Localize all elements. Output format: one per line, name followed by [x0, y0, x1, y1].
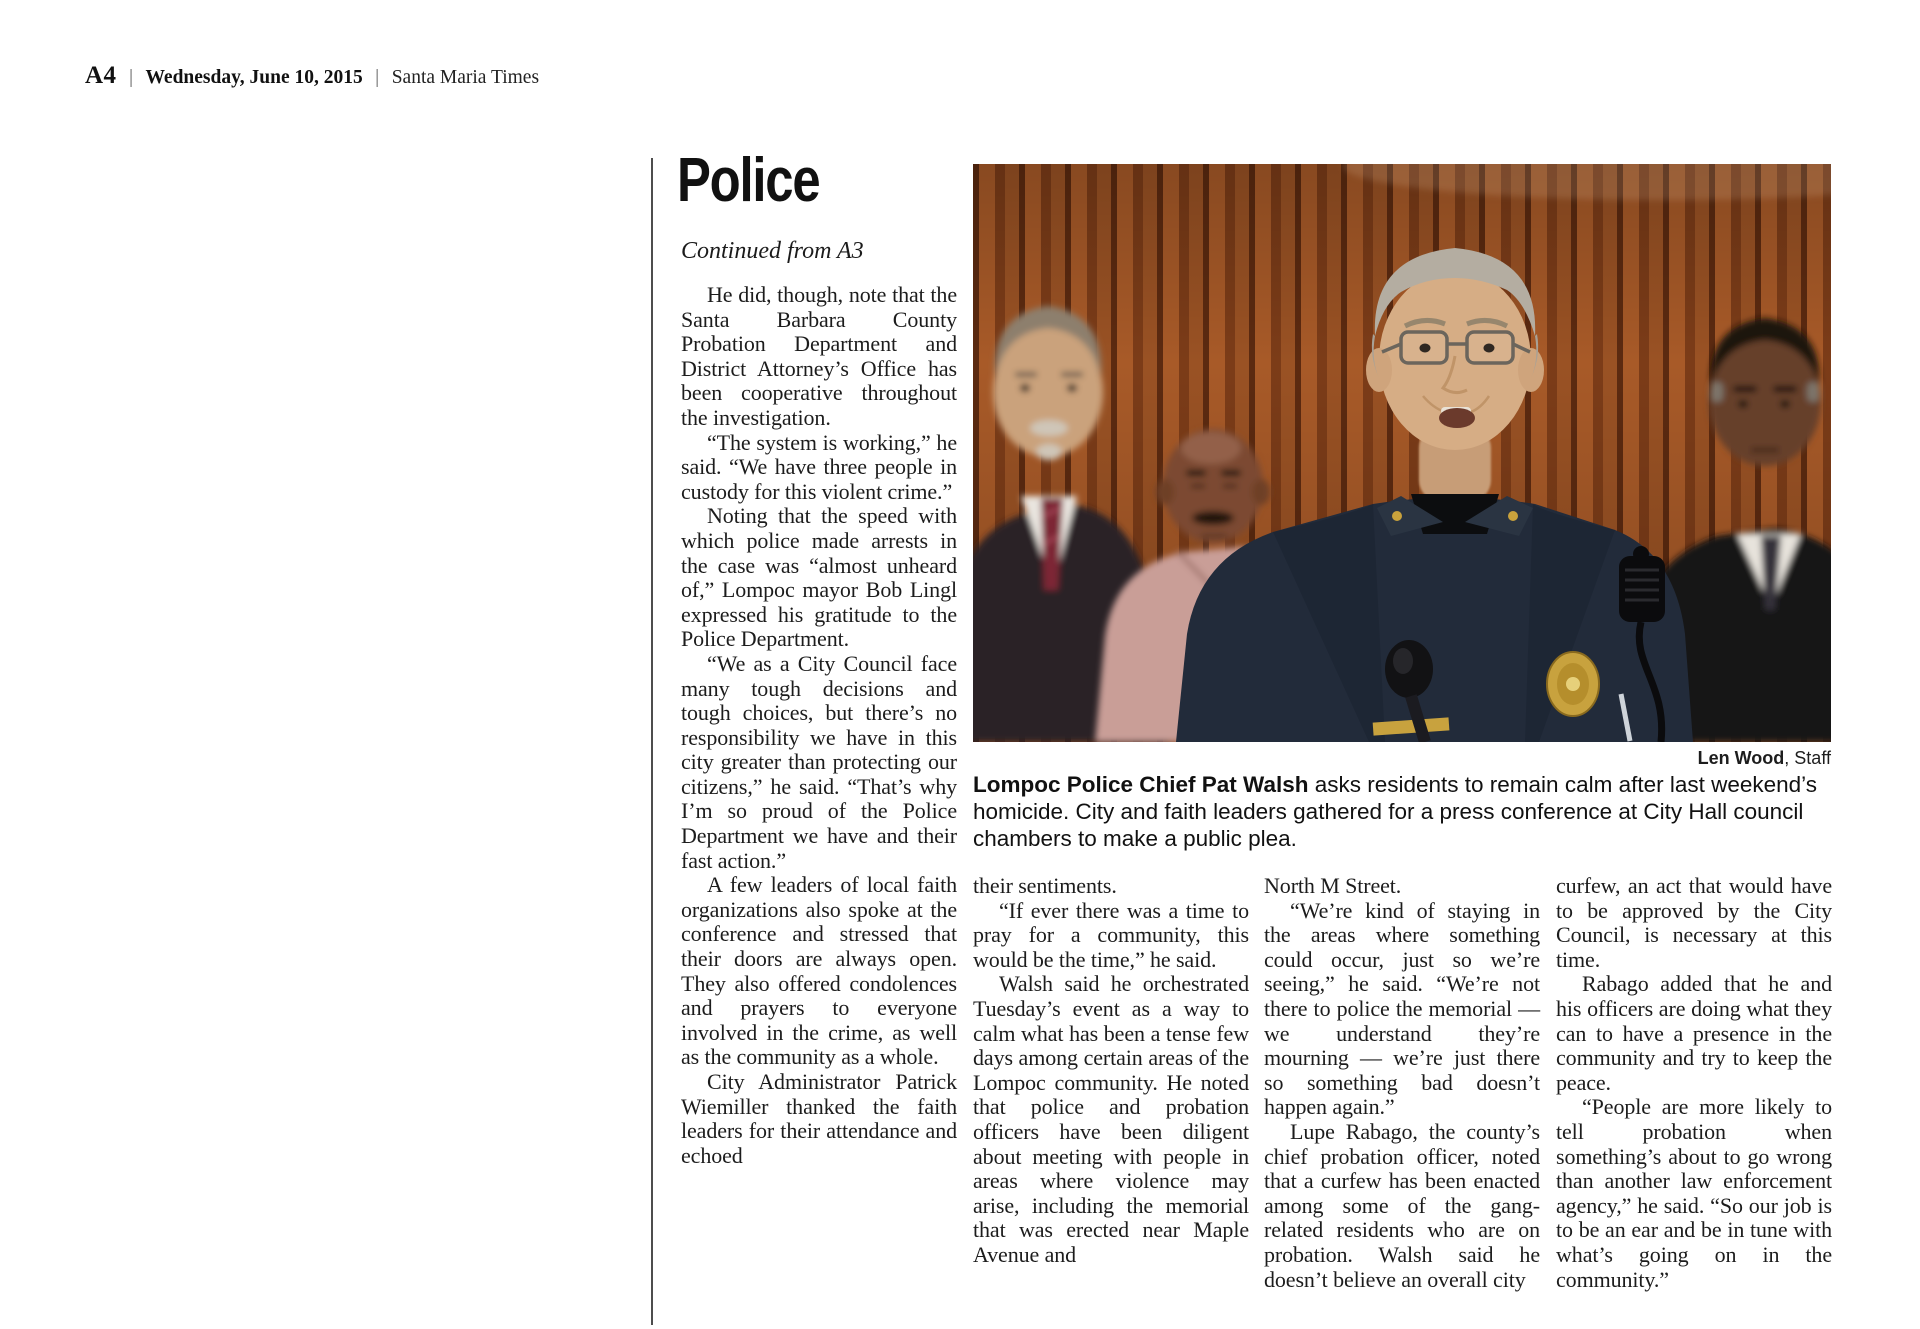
paragraph: A few leaders of local faith organizations also spoke at the conference and stressed that their doors are always open. They also offered condolences and prayers to everyone involved in the crime, as well as the community as a whole. [681, 872, 957, 1070]
photo-credit-name: Len Wood [1697, 748, 1785, 768]
paragraph: “We’re kind of staying in the areas where something could occur, just so we’re seeing,” he said. “We’re not there to police the memorial — we understand they’re mourning — we’re just there so something bad doesn’t happen again.” [1264, 897, 1540, 1120]
caption-text: asks residents to remain calm after last weekend’s homicide. City and faith leaders gathered for a press conference at City Hall council chambers to make a public plea. [973, 772, 1818, 851]
article-column-2 [973, 874, 1249, 1268]
paragraph: Walsh said he orchestrated Tuesday’s event as a way to calm what has been a tense few days among certain areas of the Lompoc community. He noted that police and probation officers have been diligent about meeting with people in areas where violence may arise, including the memorial that was erected near Maple Avenue and [973, 971, 1249, 1267]
article-column-4 [1556, 874, 1832, 1292]
press-conference-photo [973, 164, 1831, 742]
photo-credit [973, 748, 1831, 769]
page-header [85, 62, 539, 90]
paragraph: their sentiments. [973, 873, 1117, 898]
header-separator: | [128, 67, 134, 88]
edition-date: Wednesday, June 10, 2015 [145, 67, 363, 88]
article-column-3 [1264, 874, 1540, 1292]
page-number: A4 [85, 62, 117, 89]
police-badge [1547, 652, 1599, 716]
collar-star-pin [1508, 511, 1518, 521]
collar-star-pin [1392, 511, 1402, 521]
photo-caption [973, 771, 1847, 852]
paragraph: City Administrator Patrick Wiemiller thanked the faith leaders for their attendance and echoed [681, 1069, 957, 1168]
paragraph: curfew, an act that would have to be approved by the City Council, is necessary at this time. [1556, 873, 1832, 972]
caption-lead: Lompoc Police Chief Pat Walsh [973, 772, 1309, 797]
paragraph: Rabago added that he and his officers are doing what they can to have a presence in the community and try to keep the peace. [1556, 971, 1832, 1095]
paragraph: “If ever there was a time to pray for a community, this would be the time,” he said. [973, 897, 1249, 972]
paragraph: Lupe Rabago, the county’s chief probation officer, noted that a curfew has been enacted among some of the gang-related residents who are on probation. Walsh said he doesn’t believe an overall city [1264, 1118, 1540, 1292]
article-headline: Police [677, 146, 820, 215]
paragraph: North M Street. [1264, 873, 1402, 898]
paragraph: “We as a City Council face many tough decisions and tough choices, but there’s no responsibility we have in this city greater than protecting our citizens,” he said. “That’s why I’m so proud of the Police Department we have and their fast action.” [681, 650, 957, 873]
paragraph: He did, though, note that the Santa Barbara County Probation Department and District Attorney’s Office has been cooperative throughout the investigation. [681, 282, 957, 430]
photo-credit-role: , Staff [1784, 748, 1831, 768]
continuation-note: Continued from A3 [681, 238, 864, 264]
open-mouth [1439, 408, 1475, 428]
press-photo-frame [973, 164, 1831, 742]
column-rule [651, 158, 653, 1325]
publication-name: Santa Maria Times [391, 67, 540, 88]
header-separator: | [374, 67, 380, 88]
paragraph: “The system is working,” he said. “We have three people in custody for this violent crime.” [681, 429, 957, 504]
paragraph: “People are more likely to tell probation when something’s about to go wrong than another law enforcement agency,” he said. “So our job is to be an ear and be in tune with what’s going on in the community.” [1556, 1094, 1832, 1292]
article-column-1 [681, 283, 957, 1168]
paragraph: Noting that the speed with which police made arrests in the case was “almost unheard of,” Lompoc mayor Bob Lingl expressed his gratitude to the Police Department. [681, 503, 957, 652]
